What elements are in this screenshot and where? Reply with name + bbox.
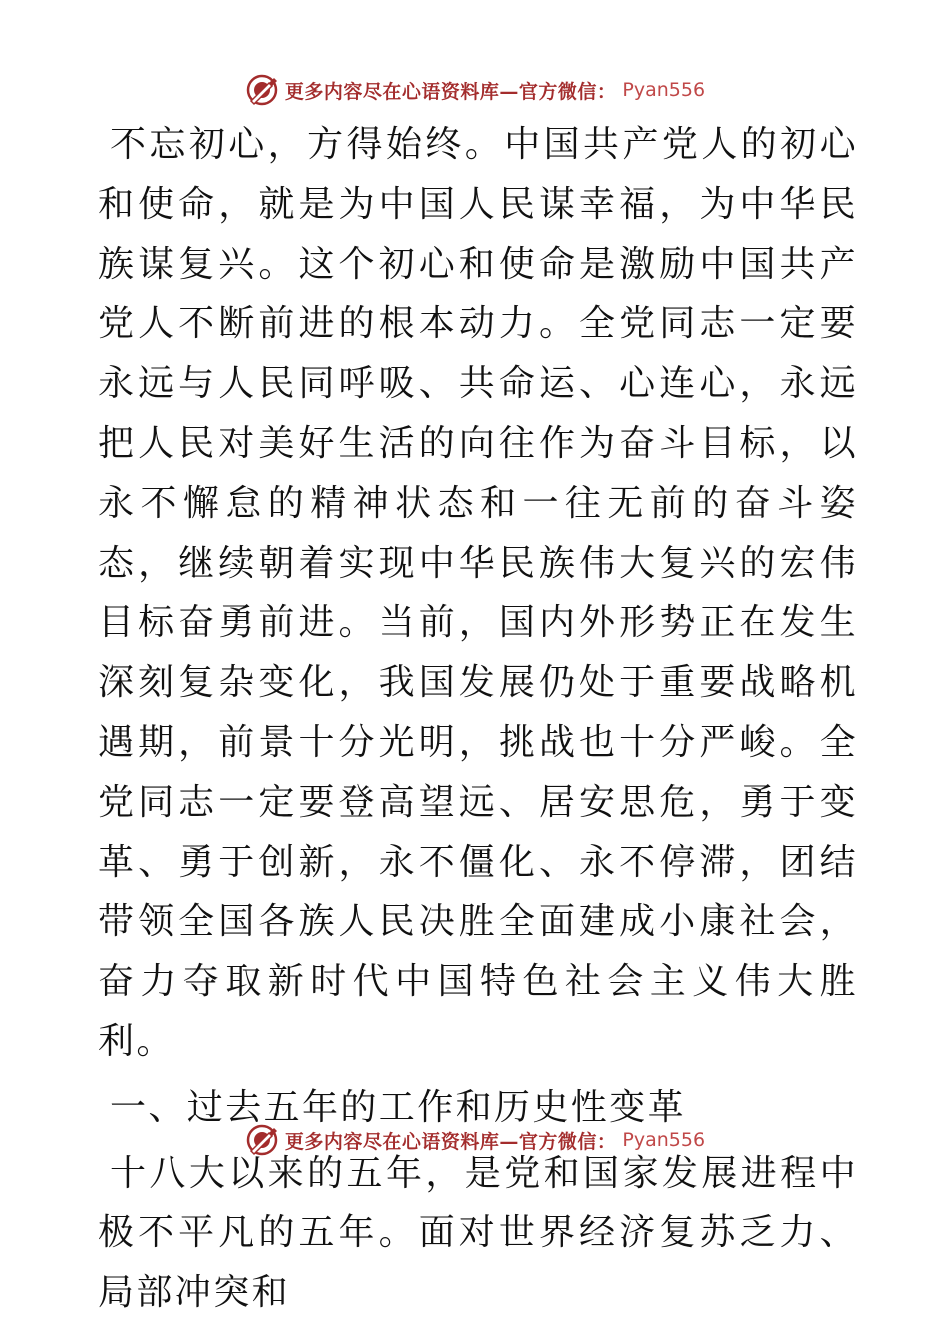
- watermark-wechat-id: Pyan556: [622, 79, 706, 101]
- watermark-text: 更多内容尽在心语资料库—官方微信：: [284, 80, 617, 103]
- footer-watermark: [0, 1120, 950, 1160]
- body-paragraph: 不忘初心，方得始终。中国共产党人的初心和使命，就是为中国人民谋幸福，为中华民族谋复兴。这个初心和使命是激励中国共产党人不断前进的根本动力。全党同志一定要永远与人民同呼吸、共命运、心连心，永远把人民对美好生活的向往作为奋斗目标，以永不懈怠的精神状态和一往无前的奋斗姿态，继续朝着实现中华民族伟大复兴的宏伟目标奋勇前进。当前，国内外形势正在发生深刻复杂变化，我国发展仍处于重要战略机遇期，前景十分光明，挑战也十分严峻。全党同志一定要登高望远、居安思危，勇于变革、勇于创新，永不僵化、永不停滞，团结带领全国各族人民决胜全面建成小康社会，奋力夺取新时代中国特色社会主义伟大胜利。: [98, 124, 858, 1062]
- pen-logo-icon: [245, 73, 279, 107]
- section-heading: 一、过去五年的工作和历史性变革: [110, 1086, 687, 1128]
- watermark-wechat-id: Pyan556: [622, 1129, 706, 1151]
- body-paragraph: 十八大以来的五年，是党和国家发展进程中极不平凡的五年。面对世界经济复苏乏力、局部冲突和: [98, 1152, 858, 1314]
- pen-logo-icon: [245, 1123, 279, 1157]
- header-watermark: [0, 70, 950, 110]
- watermark-text: 更多内容尽在心语资料库—官方微信：: [284, 1130, 617, 1153]
